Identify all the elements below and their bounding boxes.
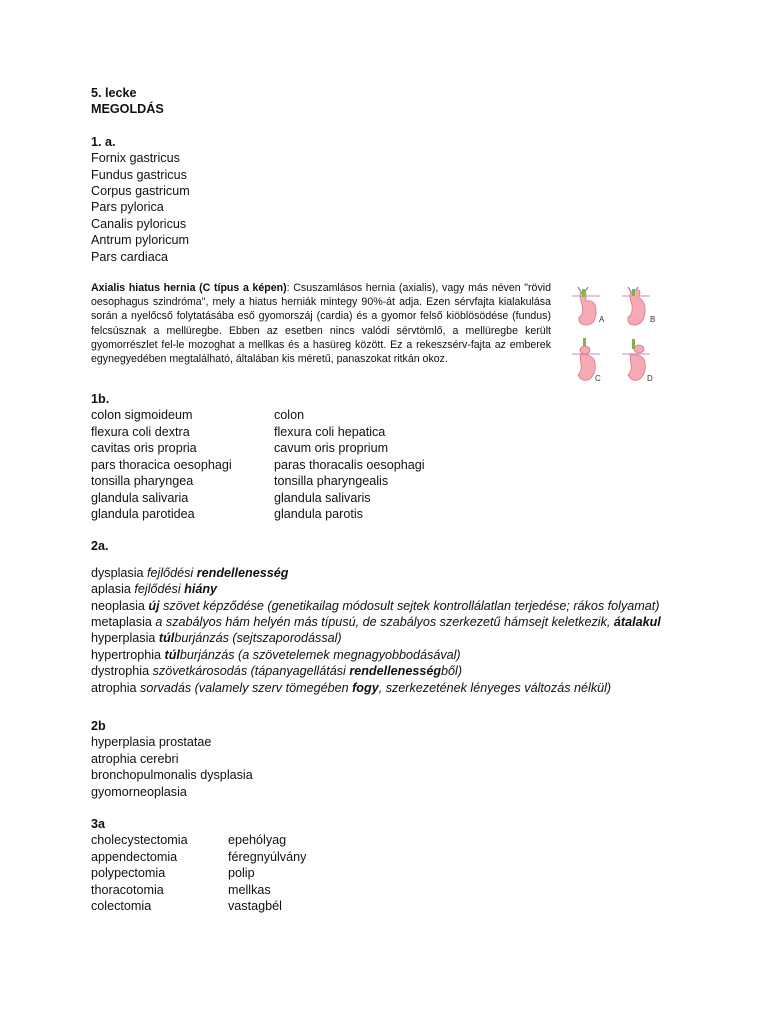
organ: vastagbél bbox=[228, 899, 282, 914]
hiatus-hernia-diagram bbox=[566, 275, 686, 395]
section-2a-title: 2a. bbox=[91, 539, 109, 554]
list-item: atrophia cerebri bbox=[91, 751, 179, 766]
table-row bbox=[91, 882, 691, 898]
stomach-a-icon bbox=[572, 287, 600, 325]
definition-segment: burjánzás (sejtszaporodással) bbox=[174, 631, 342, 646]
definition-line bbox=[91, 647, 691, 663]
term-latin: glandula salivaria bbox=[91, 490, 189, 505]
table-row bbox=[91, 506, 691, 522]
table-row bbox=[91, 424, 691, 440]
definition-line bbox=[91, 581, 691, 597]
list-item: Fundus gastricus bbox=[91, 167, 187, 182]
procedure: cholecystectomia bbox=[91, 833, 188, 848]
definition-segment: ből) bbox=[441, 664, 463, 679]
definition-segment: szövet képződése (genetikailag módosult sejtek kontrollálatlan terjedése; rákos folyamat) bbox=[159, 598, 660, 613]
definition-line bbox=[91, 630, 691, 646]
procedure: thoracotomia bbox=[91, 882, 164, 897]
solution-title: MEGOLDÁS bbox=[91, 102, 164, 117]
term-latin: flexura coli dextra bbox=[91, 424, 190, 439]
list-item: Antrum pyloricum bbox=[91, 233, 189, 248]
lesson-title: 5. lecke bbox=[91, 86, 137, 100]
list-item: Canalis pyloricus bbox=[91, 216, 187, 231]
section-2b-list bbox=[91, 734, 691, 800]
table-row bbox=[91, 407, 691, 423]
stomach-b-icon bbox=[622, 287, 650, 325]
definition-segment: túl bbox=[164, 647, 180, 662]
definition-segment: fogy bbox=[352, 680, 379, 695]
definition-segment: aplasia bbox=[91, 582, 135, 597]
hernia-section bbox=[91, 281, 691, 391]
hernia-paragraph bbox=[91, 281, 551, 366]
definition-segment: sorvadás (valamely szerv tömegében bbox=[140, 680, 353, 695]
term-latin: glandula parotidea bbox=[91, 506, 195, 521]
list-item: gyomorneoplasia bbox=[91, 784, 187, 799]
definition-segment: szövetkárosodás (tápanyagellátási bbox=[152, 664, 350, 679]
list-item: Corpus gastricum bbox=[91, 184, 190, 199]
table-row bbox=[91, 440, 691, 456]
definition-segment: fejlődési bbox=[134, 582, 185, 597]
hernia-heading: Axialis hiatus hernia (C típus a képen) bbox=[91, 282, 287, 295]
definition-line bbox=[91, 614, 691, 630]
definition-segment: a szabályos hám helyén más típusú, de szabályos szerkezetű hámsejt keletkezik, bbox=[155, 614, 614, 629]
definition-segment: metaplasia bbox=[91, 614, 156, 629]
definition-segment: burjánzás (a szövetelemek megnagyobbodásával) bbox=[179, 647, 461, 662]
list-item: Fornix gastricus bbox=[91, 151, 180, 166]
definition-line bbox=[91, 680, 691, 696]
table-row bbox=[91, 490, 691, 506]
section-1a-list bbox=[91, 150, 691, 265]
definition-segment: rendellenesség bbox=[196, 565, 289, 580]
term-alt: paras thoracalis oesophagi bbox=[274, 457, 425, 472]
section-3a-table bbox=[91, 832, 691, 914]
definition-segment: új bbox=[148, 598, 160, 613]
organ: féregnyúlvány bbox=[228, 849, 307, 864]
label-d: D bbox=[647, 374, 653, 384]
definition-segment: átalakul bbox=[613, 614, 661, 629]
term-latin: colon sigmoideum bbox=[91, 408, 193, 423]
term-latin: pars thoracica oesophagi bbox=[91, 457, 232, 472]
label-a: A bbox=[599, 315, 605, 325]
table-row bbox=[91, 473, 691, 489]
term-alt: glandula salivaris bbox=[274, 490, 371, 505]
definition-segment: atrophia bbox=[91, 680, 141, 695]
table-row bbox=[91, 457, 691, 473]
organ: mellkas bbox=[228, 882, 271, 897]
definition-segment: fejlődési bbox=[147, 565, 197, 580]
procedure: colectomia bbox=[91, 899, 152, 914]
table-row bbox=[91, 865, 691, 881]
definition-segment: dysplasia bbox=[91, 565, 148, 580]
document-page bbox=[91, 85, 691, 914]
definition-segment: hyperplasia bbox=[91, 631, 159, 646]
term-latin: cavitas oris propria bbox=[91, 441, 197, 456]
procedure: appendectomia bbox=[91, 849, 178, 864]
label-b: B bbox=[650, 315, 656, 325]
definition-segment: neoplasia bbox=[91, 598, 149, 613]
list-item: hyperplasia prostatae bbox=[91, 735, 212, 750]
definition-line bbox=[91, 598, 691, 614]
organ: polip bbox=[228, 866, 255, 881]
term-latin: tonsilla pharyngea bbox=[91, 474, 194, 489]
section-2a-list bbox=[91, 565, 691, 696]
definition-line bbox=[91, 565, 691, 581]
table-row bbox=[91, 849, 691, 865]
section-3a-title: 3a bbox=[91, 817, 106, 831]
list-item: Pars pylorica bbox=[91, 200, 164, 215]
definition-segment: dystrophia bbox=[91, 664, 153, 679]
table-row bbox=[91, 832, 691, 848]
procedure: polypectomia bbox=[91, 866, 166, 881]
section-2b-title: 2b bbox=[91, 718, 106, 733]
definition-line bbox=[91, 663, 691, 679]
label-c: C bbox=[595, 374, 601, 384]
hernia-body: : Csuszamlásos hernia (axialis), vagy más néven "rövid oesophagus szindróma", mely a hiatus herniák mintegy 90%-át adja. Ezen sérvfajta kialakulása során a nyelőcső folytatásába eső gyomorszáj (cardia) és a gyomor felső kiöblösödése (fundus) felcsúsznak a mellüregbe. Ebben az esetben nincs valódi sérvtömlő, a mellüregbe került gyomorrészlet fel-le mozoghat a mellkas és a hasüreg között. Ez a rekeszsérv-fajta az emberek egynegyedében megtalálható, általában kis méretű, panaszokat ritkán okoz. bbox=[91, 282, 551, 366]
definition-segment: rendellenesség bbox=[349, 664, 442, 679]
definition-segment: túl bbox=[158, 631, 175, 646]
definition-segment: hiány bbox=[184, 582, 218, 597]
term-alt: colon bbox=[274, 408, 305, 423]
list-item: bronchopulmonalis dysplasia bbox=[91, 768, 253, 783]
section-1b-title: 1b. bbox=[91, 392, 110, 407]
section-1b-table bbox=[91, 407, 691, 522]
term-alt: cavum oris proprium bbox=[274, 441, 389, 456]
organ: epehólyag bbox=[228, 833, 287, 848]
definition-segment: , szerkezetének lényeges változás nélkül) bbox=[378, 680, 612, 695]
list-item: Pars cardiaca bbox=[91, 249, 168, 264]
term-alt: flexura coli hepatica bbox=[274, 424, 386, 439]
table-row bbox=[91, 898, 691, 914]
term-alt: glandula parotis bbox=[274, 506, 363, 521]
term-alt: tonsilla pharyngealis bbox=[274, 474, 389, 489]
stomach-d-icon bbox=[622, 339, 650, 380]
section-1a-title: 1. a. bbox=[91, 134, 116, 149]
definition-segment: hypertrophia bbox=[91, 647, 165, 662]
